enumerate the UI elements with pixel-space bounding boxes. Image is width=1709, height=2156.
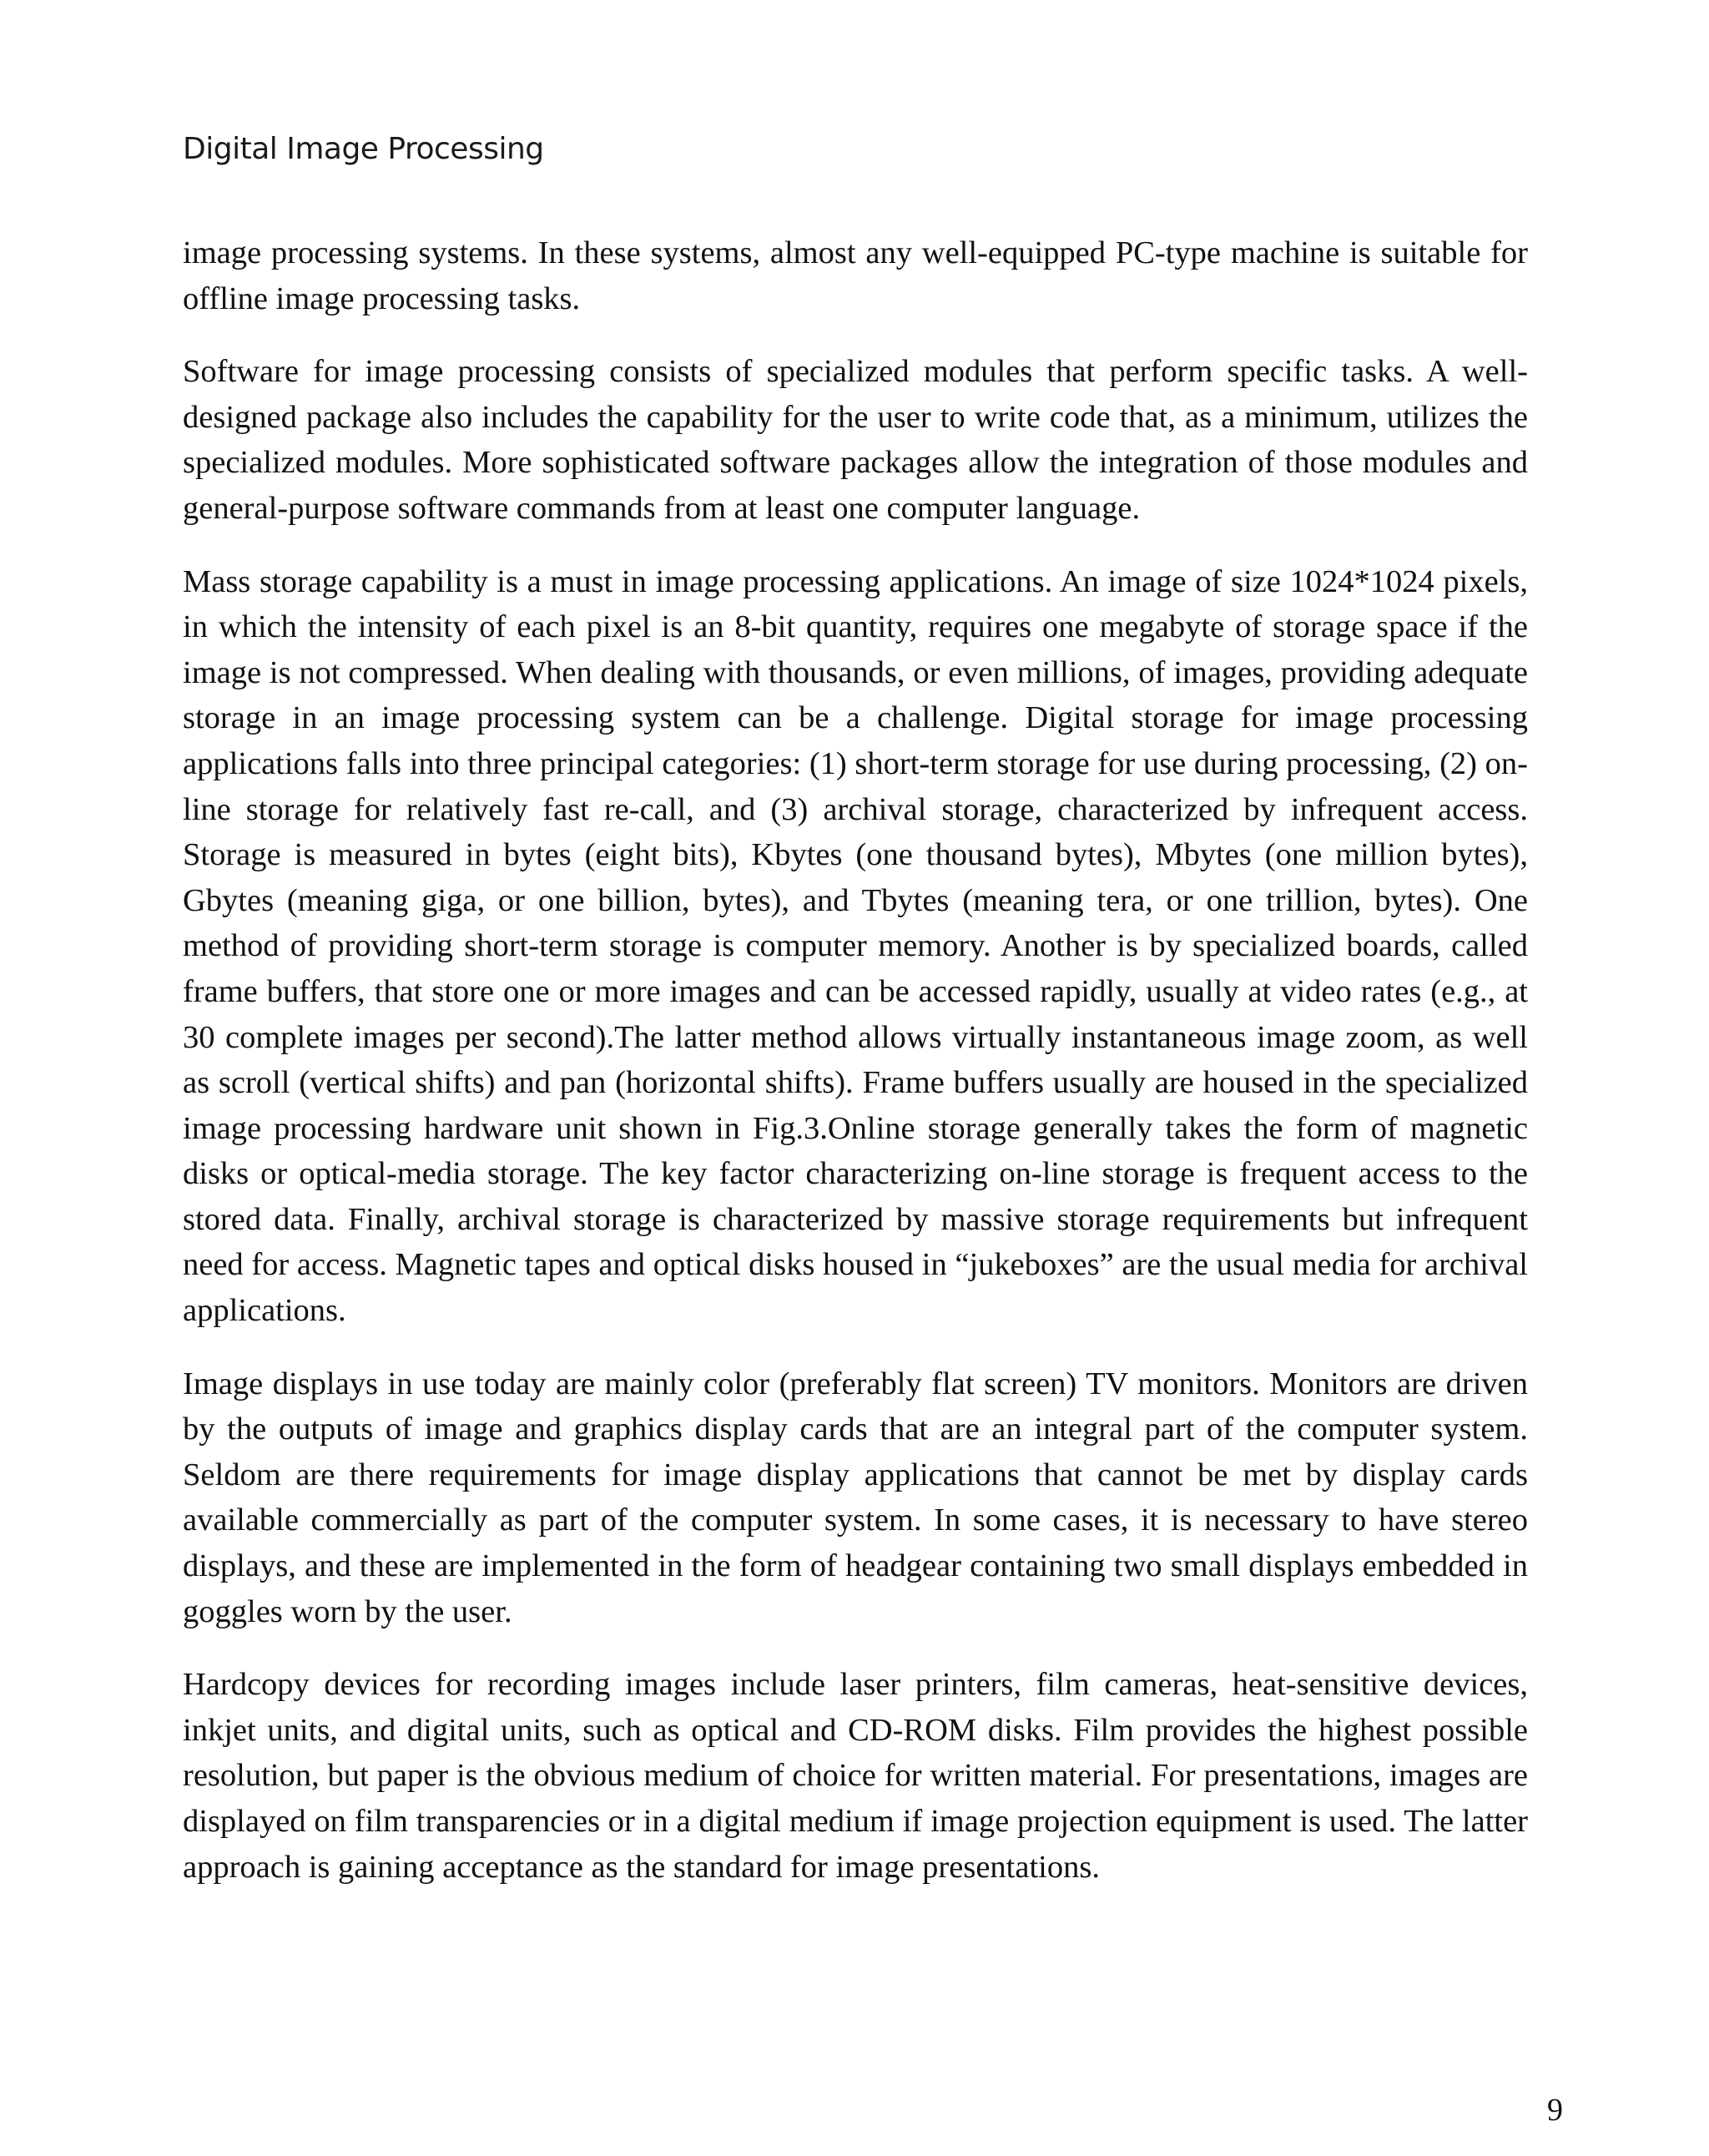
paragraph-image-displays: Image displays in use today are mainly color (preferably flat screen) TV monitors. Monitors are driven by the outputs of image and graphics display cards that are an integral part of the computer system. Seldom are there requirements for image display applications that cannot be met by display cards available commercially as part of the computer system. In some cases, it is necessary to have stereo displays, and these are implemented in the form of headgear containing two small displays embedded in goggles worn by the user.	[183, 1366, 1528, 1629]
body-text	[183, 230, 1528, 1917]
paragraph-software: Software for image processing consists of specialized modules that perform specific tasks. A well-designed package also includes the capability for the user to write code that, as a minimum, utilizes the specialized modules. More sophisticated software packages allow the integration of those modules and general-purpose software commands from at least one computer language.	[183, 354, 1528, 526]
paragraph-hardcopy-devices: Hardcopy devices for recording images include laser printers, film cameras, heat-sensitive devices, inkjet units, and digital units, such as optical and CD-ROM disks. Film provides the highest possible resolution, but paper is the obvious medium of choice for written material. For presentations, images are displayed on film transparencies or in a digital medium if image projection equipment is used. The latter approach is gaining acceptance as the standard for image presentations.	[183, 1667, 1528, 1885]
page-number: 9	[1547, 2093, 1563, 2128]
paragraph-mass-storage: Mass storage capability is a must in image processing applications. An image of size 1024*1024 pixels, in which the intensity of each pixel is an 8-bit quantity, requires one megabyte of storage space if the image is not compressed. When dealing with thousands, or even millions, of images, providing adequate storage in an image processing system can be a challenge. Digital storage for image processing applications falls into three principal categories: (1) short-term storage for use during processing, (2) on-line storage for relatively fast re-call, and (3) archival storage, characterized by infrequent access. Storage is measured in bytes (eight bits), Kbytes (one thousand bytes), Mbytes (one million bytes), Gbytes (meaning giga, or one billion, bytes), and Tbytes (meaning tera, or one trillion, bytes). One method of providing short-term storage is computer memory. Another is by specialized boards, called frame buffers, that store one or more images and can be accessed rapidly, usually at video rates (e.g., at 30 complete images per second).The latter method allows virtually instantaneous image zoom, as well as scroll (vertical shifts) and pan (horizontal shifts). Frame buffers usually are housed in the specialized image processing hardware unit shown in Fig.3.Online storage generally takes the form of magnetic disks or optical-media storage. The key factor characterizing on-line storage is frequent access to the stored data. Finally, archival storage is characterized by massive storage requirements but infrequent need for access. Magnetic tapes and optical disks housed in “jukeboxes” are the usual media for archival applications.	[183, 563, 1528, 1329]
paragraph-processing-systems: image processing systems. In these systems, almost any well-equipped PC-type machine is suitable for offline image processing tasks.	[183, 235, 1528, 316]
running-header: Digital Image Processing	[183, 132, 544, 166]
